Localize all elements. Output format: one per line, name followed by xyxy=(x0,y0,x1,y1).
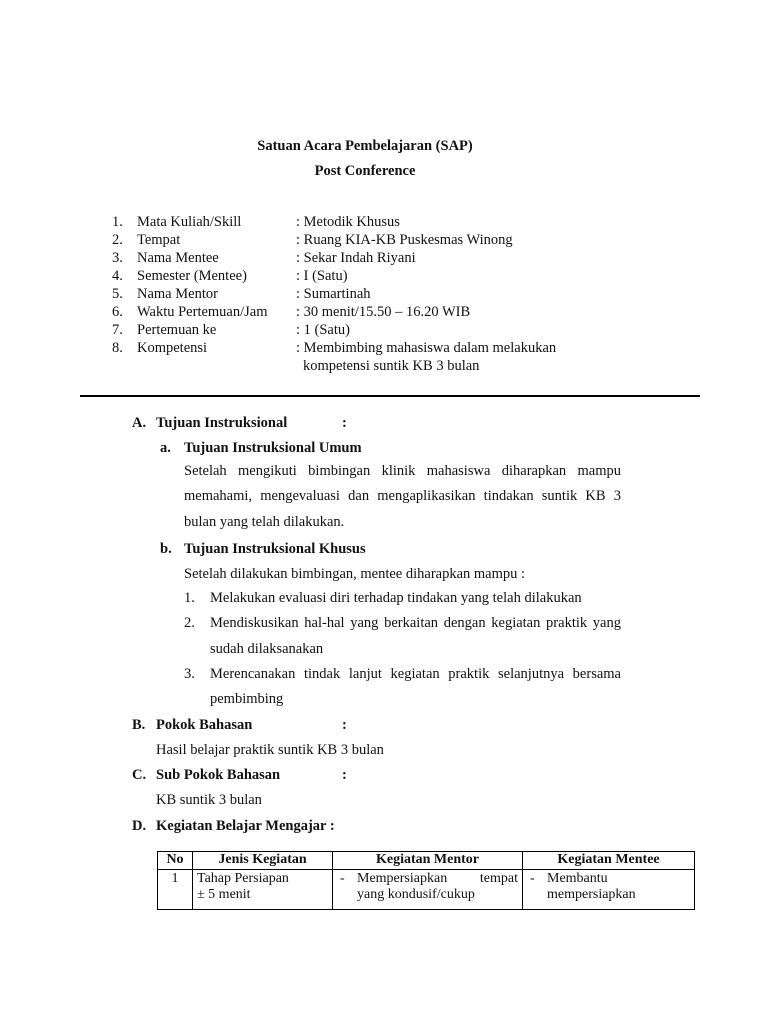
info-number: 5. xyxy=(112,286,123,302)
subsection-title: Tujuan Instruksional Umum xyxy=(184,440,362,456)
list-text: Melakukan evaluasi diri terhadap tindakan yang telah dilakukan xyxy=(210,590,582,606)
cell-kegiatan-mentor xyxy=(333,870,523,910)
info-label: Kompetensi xyxy=(137,340,208,356)
section-letter: B. xyxy=(132,717,146,733)
list-item xyxy=(184,611,621,662)
cell-line: Tahap Persiapan xyxy=(197,871,289,886)
info-value: : Membimbing mahasiswa dalam melakukan xyxy=(296,340,557,356)
list-text: Merencanakan tindak lanjut kegiatan praktik selanjutnya bersama pembimbing xyxy=(210,665,621,708)
section-letter: C. xyxy=(132,767,147,783)
info-value: : 30 menit/15.50 – 16.20 WIB xyxy=(296,304,471,320)
table-row xyxy=(158,870,695,910)
objectives-list xyxy=(184,586,621,712)
paragraph-tujuan-umum: Setelah mengikuti bimbingan klinik mahasiswa diharapkan mampu memahami, mengevaluasi dan mengaplikasikan tindakan suntik KB 3 bulan yang telah dilakukan. xyxy=(184,463,621,530)
column-header: Kegiatan Mentee xyxy=(523,852,695,870)
info-number: 6. xyxy=(112,304,123,320)
section-letter: D. xyxy=(132,818,147,834)
section-colon: : xyxy=(342,717,347,733)
info-number: 2. xyxy=(112,232,123,248)
document-subtitle: Post Conference xyxy=(314,163,416,179)
info-label: Nama Mentee xyxy=(137,250,219,266)
horizontal-divider xyxy=(80,395,700,397)
info-number: 1. xyxy=(112,214,123,230)
cell-jenis-kegiatan xyxy=(193,870,333,910)
column-header: Jenis Kegiatan xyxy=(193,852,333,870)
info-value: : Sumartinah xyxy=(296,286,371,302)
section-text: Hasil belajar praktik suntik KB 3 bulan xyxy=(156,742,384,758)
section-title: Sub Pokok Bahasan xyxy=(156,767,281,783)
section-heading-d xyxy=(132,816,335,836)
info-label: Semester (Mentee) xyxy=(137,268,247,284)
section-colon: : xyxy=(342,415,347,431)
paragraph-intro: Setelah dilakukan bimbingan, mentee diharapkan mampu : xyxy=(184,566,526,582)
subsection-title: Tujuan Instruksional Khusus xyxy=(184,541,366,557)
info-value: : 1 (Satu) xyxy=(296,322,350,338)
cell-text: Mempersiapkan tempat yang kondusif/cukup xyxy=(357,871,518,902)
subsection-heading-b xyxy=(160,539,366,559)
list-number: 2. xyxy=(184,615,195,632)
section-heading-a xyxy=(132,413,287,433)
document-title: Satuan Acara Pembelajaran (SAP) xyxy=(257,138,473,154)
table-header-row xyxy=(158,852,695,870)
column-header: Kegiatan Mentor xyxy=(333,852,523,870)
activities-table xyxy=(157,851,695,910)
info-number: 8. xyxy=(112,340,123,356)
info-number: 4. xyxy=(112,268,123,284)
subsection-heading-a xyxy=(160,438,362,458)
section-heading-b xyxy=(132,715,252,735)
info-value: : Ruang KIA-KB Puskesmas Winong xyxy=(296,232,513,248)
info-value: : Metodik Khusus xyxy=(296,214,400,230)
info-label: Pertemuan ke xyxy=(137,322,217,338)
list-number: 3. xyxy=(184,665,195,682)
info-label: Waktu Pertemuan/Jam xyxy=(137,304,268,320)
info-value-continuation: kompetensi suntik KB 3 bulan xyxy=(303,358,480,374)
subsection-letter: a. xyxy=(160,440,171,456)
section-text: KB suntik 3 bulan xyxy=(156,792,262,808)
cell-text: Membantu mempersiapkan xyxy=(547,871,636,902)
info-label: Nama Mentor xyxy=(137,286,218,302)
list-text: Mendiskusikan hal-hal yang berkaitan dengan kegiatan praktik yang sudah dilaksanakan xyxy=(210,615,621,657)
cell-line: ± 5 menit xyxy=(197,887,251,902)
subsection-letter: b. xyxy=(160,541,172,557)
section-title: Kegiatan Belajar Mengajar : xyxy=(156,818,335,834)
section-colon: : xyxy=(342,767,347,783)
info-value: : Sekar Indah Riyani xyxy=(296,250,416,266)
section-title: Tujuan Instruksional xyxy=(156,415,288,431)
list-item xyxy=(184,662,621,713)
section-title: Pokok Bahasan xyxy=(156,717,253,733)
bullet-dash: - xyxy=(530,871,535,886)
info-number: 7. xyxy=(112,322,123,338)
cell-kegiatan-mentee xyxy=(523,870,695,910)
section-heading-c xyxy=(132,765,280,785)
list-number: 1. xyxy=(184,590,195,606)
column-header: No xyxy=(158,852,193,870)
info-label: Mata Kuliah/Skill xyxy=(137,214,242,230)
info-label: Tempat xyxy=(137,232,181,248)
cell-no: 1 xyxy=(158,870,193,910)
list-item xyxy=(184,586,621,611)
bullet-dash: - xyxy=(340,871,345,886)
info-value: : I (Satu) xyxy=(296,268,348,284)
info-number: 3. xyxy=(112,250,123,266)
section-letter: A. xyxy=(132,415,147,431)
